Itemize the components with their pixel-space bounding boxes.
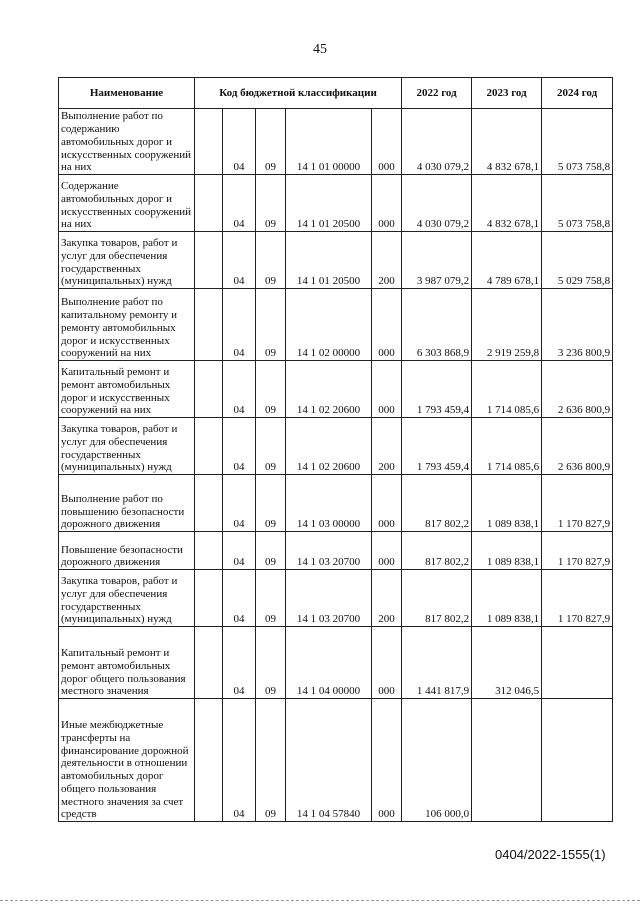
header-2023: 2023 год — [472, 78, 542, 109]
row-name: Иные межбюджетные трансферты на финансирование дорожной деятельности в отношении автомобильных дорог общего пользования местного значения за счет средств — [59, 699, 195, 822]
row-empty-code — [195, 570, 223, 627]
row-amount-2022: 4 030 079,2 — [402, 175, 472, 232]
row-empty-code — [195, 532, 223, 570]
row-amount-2022: 1 793 459,4 — [402, 418, 472, 475]
scan-edge-divider — [0, 900, 640, 901]
row-subsection: 09 — [256, 109, 286, 175]
row-amount-2024: 5 073 758,8 — [542, 175, 613, 232]
row-name: Выполнение работ по капитальному ремонту и ремонту автомобильных дорог и искусственных сооружений на них — [59, 289, 195, 361]
header-2022: 2022 год — [402, 78, 472, 109]
row-empty-code — [195, 109, 223, 175]
row-expense-type: 000 — [372, 175, 402, 232]
row-amount-2024: 5 073 758,8 — [542, 109, 613, 175]
row-section: 04 — [223, 418, 256, 475]
row-expense-type: 200 — [372, 232, 402, 289]
row-amount-2024 — [542, 627, 613, 699]
row-section: 04 — [223, 699, 256, 822]
row-section: 04 — [223, 627, 256, 699]
row-empty-code — [195, 361, 223, 418]
row-amount-2023: 1 714 085,6 — [472, 361, 542, 418]
row-expense-type: 000 — [372, 627, 402, 699]
row-amount-2024 — [542, 699, 613, 822]
row-amount-2022: 3 987 079,2 — [402, 232, 472, 289]
row-name: Выполнение работ по повышению безопасности дорожного движения — [59, 475, 195, 532]
budget-classification-table — [58, 77, 613, 822]
row-target-article: 14 1 01 20500 — [286, 175, 372, 232]
row-amount-2023: 4 789 678,1 — [472, 232, 542, 289]
header-budget-code: Код бюджетной классификации — [195, 78, 402, 109]
row-section: 04 — [223, 109, 256, 175]
row-target-article: 14 1 02 00000 — [286, 289, 372, 361]
row-expense-type: 000 — [372, 475, 402, 532]
row-target-article: 14 1 02 20600 — [286, 418, 372, 475]
row-name: Капитальный ремонт и ремонт автомобильных дорог общего пользования местного значения — [59, 627, 195, 699]
row-amount-2022: 4 030 079,2 — [402, 109, 472, 175]
row-empty-code — [195, 289, 223, 361]
row-subsection: 09 — [256, 175, 286, 232]
row-empty-code — [195, 699, 223, 822]
row-subsection: 09 — [256, 418, 286, 475]
table-row — [59, 289, 613, 361]
row-section: 04 — [223, 232, 256, 289]
row-empty-code — [195, 475, 223, 532]
row-target-article: 14 1 01 00000 — [286, 109, 372, 175]
table-row — [59, 361, 613, 418]
row-empty-code — [195, 418, 223, 475]
table-row — [59, 570, 613, 627]
row-section: 04 — [223, 475, 256, 532]
row-amount-2023: 1 714 085,6 — [472, 418, 542, 475]
row-amount-2023: 1 089 838,1 — [472, 475, 542, 532]
row-amount-2024: 1 170 827,9 — [542, 475, 613, 532]
row-subsection: 09 — [256, 532, 286, 570]
row-amount-2022: 817 802,2 — [402, 570, 472, 627]
row-section: 04 — [223, 289, 256, 361]
row-amount-2022: 1 441 817,9 — [402, 627, 472, 699]
row-target-article: 14 1 03 00000 — [286, 475, 372, 532]
row-name: Содержание автомобильных дорог и искусственных сооружений на них — [59, 175, 195, 232]
row-amount-2023: 4 832 678,1 — [472, 109, 542, 175]
row-expense-type: 000 — [372, 361, 402, 418]
row-section: 04 — [223, 361, 256, 418]
row-subsection: 09 — [256, 570, 286, 627]
row-amount-2023 — [472, 699, 542, 822]
row-section: 04 — [223, 532, 256, 570]
row-name: Закупка товаров, работ и услуг для обеспечения государственных (муниципальных) нужд — [59, 232, 195, 289]
row-amount-2023: 4 832 678,1 — [472, 175, 542, 232]
table-row — [59, 418, 613, 475]
row-expense-type: 000 — [372, 532, 402, 570]
row-amount-2024: 2 636 800,9 — [542, 418, 613, 475]
header-2024: 2024 год — [542, 78, 613, 109]
row-amount-2022: 6 303 868,9 — [402, 289, 472, 361]
page-number: 45 — [313, 42, 327, 57]
row-name: Повышение безопасности дорожного движения — [59, 532, 195, 570]
row-amount-2024: 2 636 800,9 — [542, 361, 613, 418]
header-name: Наименование — [59, 78, 195, 109]
row-target-article: 14 1 04 00000 — [286, 627, 372, 699]
row-amount-2024: 1 170 827,9 — [542, 570, 613, 627]
row-expense-type: 000 — [372, 289, 402, 361]
table-row — [59, 532, 613, 570]
table-row — [59, 232, 613, 289]
row-expense-type: 000 — [372, 699, 402, 822]
row-name: Выполнение работ по содержанию автомобильных дорог и искусственных сооружений на них — [59, 109, 195, 175]
row-amount-2023: 2 919 259,8 — [472, 289, 542, 361]
row-subsection: 09 — [256, 361, 286, 418]
row-empty-code — [195, 232, 223, 289]
row-target-article: 14 1 02 20600 — [286, 361, 372, 418]
row-name: Закупка товаров, работ и услуг для обеспечения государственных (муниципальных) нужд — [59, 418, 195, 475]
row-name: Закупка товаров, работ и услуг для обеспечения государственных (муниципальных) нужд — [59, 570, 195, 627]
table-row — [59, 627, 613, 699]
table-header-row — [59, 78, 613, 109]
row-subsection: 09 — [256, 232, 286, 289]
row-section: 04 — [223, 570, 256, 627]
row-amount-2022: 1 793 459,4 — [402, 361, 472, 418]
row-amount-2023: 1 089 838,1 — [472, 570, 542, 627]
row-amount-2024: 3 236 800,9 — [542, 289, 613, 361]
row-amount-2022: 106 000,0 — [402, 699, 472, 822]
row-empty-code — [195, 627, 223, 699]
document-code: 0404/2022-1555(1) — [495, 847, 606, 862]
row-subsection: 09 — [256, 627, 286, 699]
row-target-article: 14 1 03 20700 — [286, 570, 372, 627]
row-amount-2024: 1 170 827,9 — [542, 532, 613, 570]
row-target-article: 14 1 03 20700 — [286, 532, 372, 570]
row-amount-2023: 1 089 838,1 — [472, 532, 542, 570]
table-row — [59, 175, 613, 232]
row-expense-type: 000 — [372, 109, 402, 175]
row-expense-type: 200 — [372, 570, 402, 627]
row-section: 04 — [223, 175, 256, 232]
row-amount-2024: 5 029 758,8 — [542, 232, 613, 289]
row-target-article: 14 1 04 57840 — [286, 699, 372, 822]
row-subsection: 09 — [256, 475, 286, 532]
table-row — [59, 109, 613, 175]
row-target-article: 14 1 01 20500 — [286, 232, 372, 289]
row-subsection: 09 — [256, 289, 286, 361]
table-row — [59, 699, 613, 822]
row-amount-2022: 817 802,2 — [402, 475, 472, 532]
table-row — [59, 475, 613, 532]
row-amount-2023: 312 046,5 — [472, 627, 542, 699]
row-subsection: 09 — [256, 699, 286, 822]
row-name: Капитальный ремонт и ремонт автомобильных дорог и искусственных сооружений на них — [59, 361, 195, 418]
row-amount-2022: 817 802,2 — [402, 532, 472, 570]
row-expense-type: 200 — [372, 418, 402, 475]
row-empty-code — [195, 175, 223, 232]
